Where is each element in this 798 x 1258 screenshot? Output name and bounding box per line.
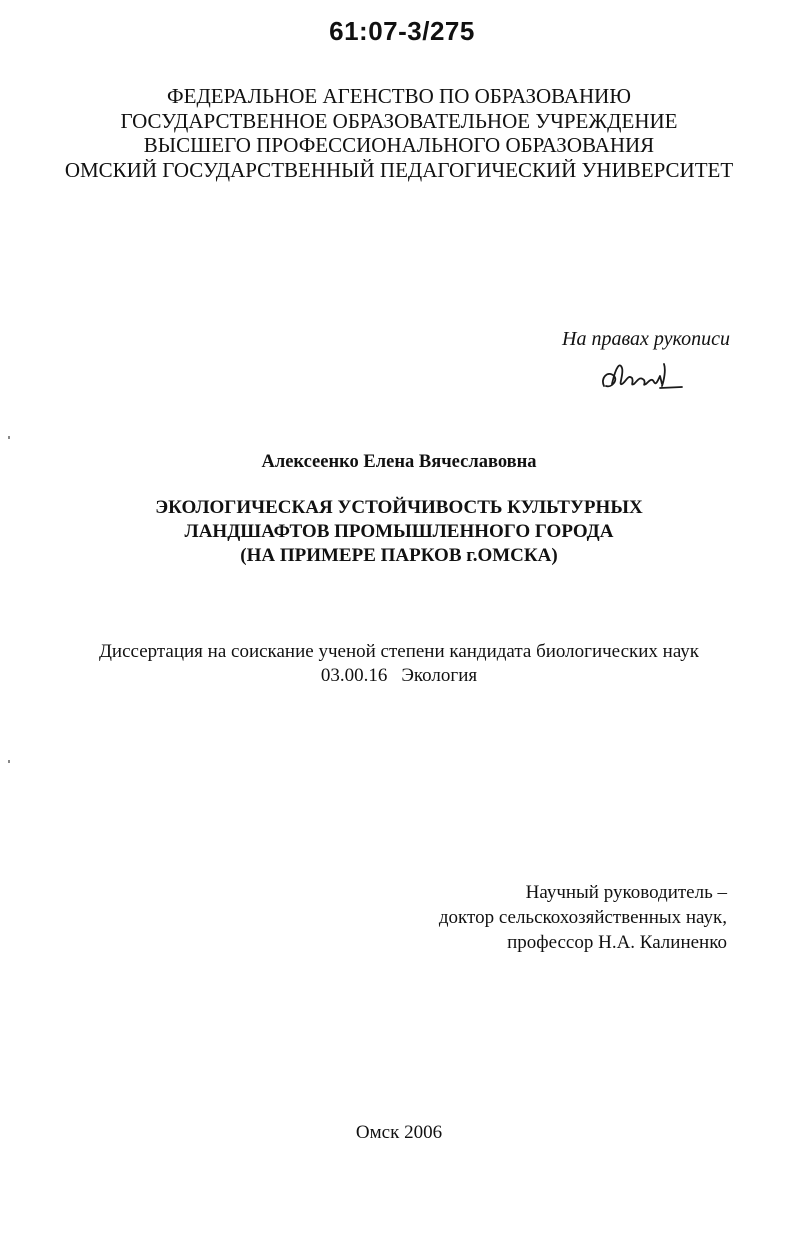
organization-line: ГОСУДАРСТВЕННОЕ ОБРАЗОВАТЕЛЬНОЕ УЧРЕЖДЕНИЕ — [120, 108, 678, 133]
organization-line: ФЕДЕРАЛЬНОЕ АГЕНСТВО ПО ОБРАЗОВАНИЮ — [167, 84, 631, 108]
place-year: Омск 2006 — [355, 1122, 443, 1143]
organization-line: ОМСКИЙ ГОСУДАРСТВЕННЫЙ ПЕДАГОГИЧЕСКИЙ УНИВЕРСИТЕТ — [64, 157, 734, 182]
organization-header — [0, 84, 798, 182]
supervisor-line: Научный руководитель – — [525, 882, 727, 903]
supervisor-line: доктор сельскохозяйственных наук, — [438, 907, 727, 928]
degree-line: Диссертация на соискание ученой степени кандидата биологических наук — [98, 641, 700, 662]
organization-line: ВЫСШЕГО ПРОФЕССИОНАЛЬНОГО ОБРАЗОВАНИЯ — [143, 133, 655, 157]
handwritten-signature — [598, 356, 684, 396]
title-line: ЭКОЛОГИЧЕСКАЯ УСТОЙЧИВОСТЬ КУЛЬТУРНЫХ — [155, 497, 643, 518]
author-name: Алексеенко Елена Вячеславовна — [261, 452, 537, 472]
specialty-line — [0, 664, 798, 688]
specialty-code: 03.00.16 — [320, 665, 388, 686]
title-line: ЛАНДШАФТОВ ПРОМЫШЛЕННОГО ГОРОДА — [184, 521, 614, 542]
dissertation-title — [0, 496, 798, 568]
scan-speck — [8, 436, 10, 439]
supervisor-line: профессор Н.А. Калиненко — [507, 932, 727, 953]
catalog-code: 61:07-3/275 — [329, 16, 475, 46]
scan-speck — [8, 760, 10, 763]
specialty-name: Экология — [401, 665, 478, 686]
degree-info — [0, 640, 798, 688]
supervisor-block — [380, 880, 727, 955]
title-line: (НА ПРИМЕРЕ ПАРКОВ г.ОМСКА) — [240, 545, 558, 566]
manuscript-note: На правах рукописи — [562, 328, 730, 350]
